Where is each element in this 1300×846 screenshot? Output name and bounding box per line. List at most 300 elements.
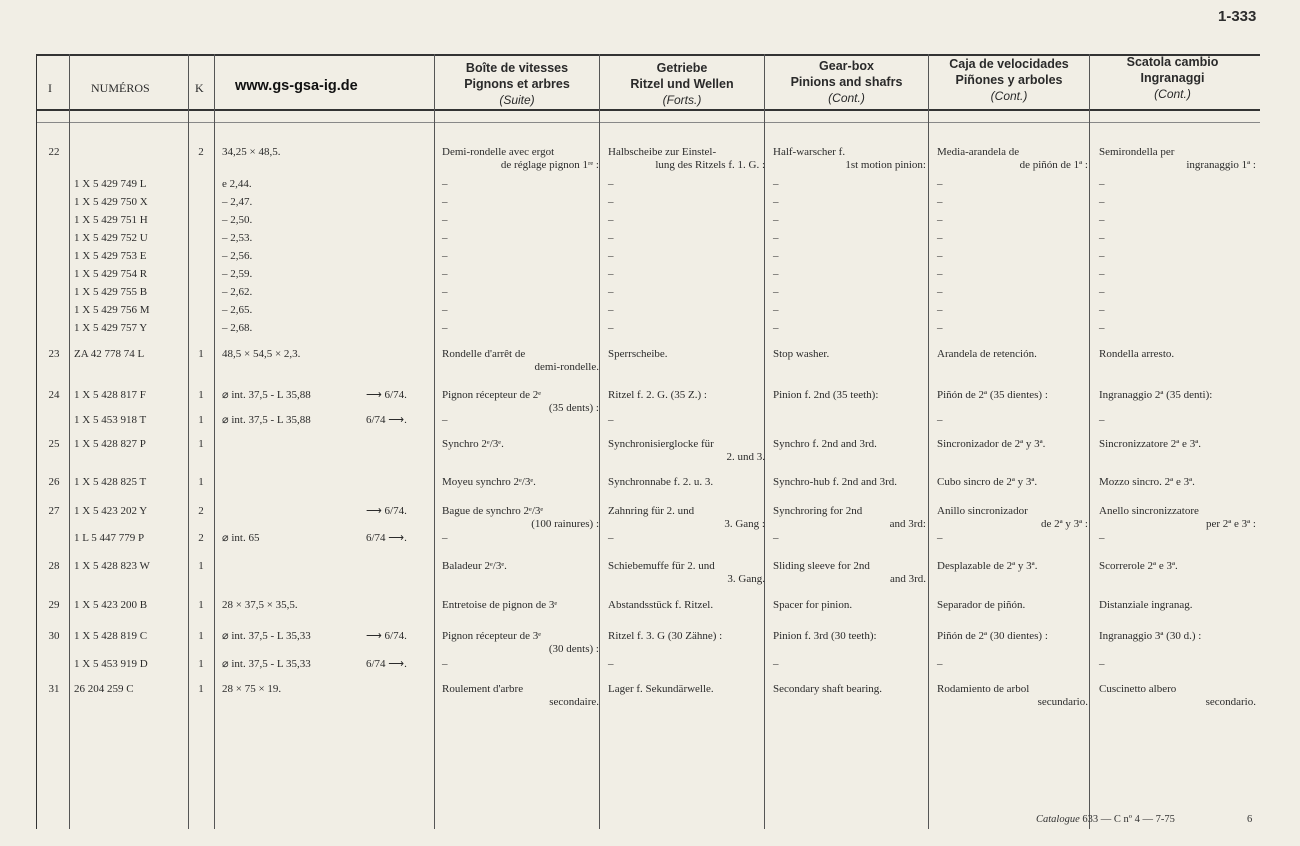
cell-en-line1: – — [773, 532, 779, 544]
cell-it-line1: – — [1099, 304, 1105, 316]
cell-es-line1: – — [937, 322, 943, 334]
cell-k: 1 — [198, 560, 204, 572]
cell-de — [608, 532, 765, 545]
cell-es — [937, 146, 1088, 172]
cell-de-line1: Schiebemuffe für 2. und — [608, 560, 715, 572]
cell-it-line1: – — [1099, 532, 1105, 544]
cell-es — [937, 214, 1088, 227]
cell-de-line1: Lager f. Sekundärwelle. — [608, 683, 714, 695]
cell-en — [773, 599, 926, 612]
cell-es-line1: Piñón de 2ª (30 dientes) : — [937, 630, 1048, 642]
cell-en — [773, 178, 926, 191]
cell-i: 25 — [48, 438, 60, 450]
cell-fr — [442, 304, 599, 317]
divider-en — [928, 54, 929, 829]
cell-es — [937, 532, 1088, 545]
cell-de-line1: Abstandsstück f. Ritzel. — [608, 599, 714, 611]
cell-en-line1: Synchro-hub f. 2nd and 3rd. — [773, 476, 898, 488]
cell-fr — [442, 232, 599, 245]
cell-de-line2: lung des Ritzels f. 1. G. : — [655, 159, 765, 171]
cell-fr — [442, 438, 599, 451]
cell-es-line1: – — [937, 658, 943, 670]
cell-en-line1: – — [773, 232, 779, 244]
cell-en-line2: and 3rd. — [889, 573, 926, 585]
cell-en — [773, 304, 926, 317]
cell-it-line1: Mozzo sincro. 2ª e 3ª. — [1099, 476, 1195, 488]
cell-fr — [442, 146, 599, 172]
cell-es — [937, 250, 1088, 263]
cell-en — [773, 214, 926, 227]
cell-en — [773, 146, 926, 172]
header-rule — [36, 109, 1260, 111]
cell-de-line1: Synchronisierglocke für — [608, 438, 714, 450]
cell-it-line1: – — [1099, 196, 1105, 208]
cell-fr-line1: Entretoise de pignon de 3ᵉ — [442, 599, 558, 611]
cell-it-line1: Distanziale ingranag. — [1099, 599, 1193, 611]
cell-spec: 28 × 37,5 × 35,5. — [222, 599, 298, 611]
cell-de — [608, 232, 765, 245]
cell-en — [773, 286, 926, 299]
cell-i: 26 — [48, 476, 60, 488]
cell-de-line1: – — [608, 214, 614, 226]
cell-fr — [442, 196, 599, 209]
cell-spec: – 2,68. — [222, 322, 253, 334]
footer-catalogue-label: Catalogue — [1036, 814, 1080, 825]
cell-k: 1 — [198, 683, 204, 695]
cell-de-line1: Sperrscheibe. — [608, 348, 668, 360]
cell-en — [773, 268, 926, 281]
cell-es-line2: de piñón de 1ª : — [1019, 159, 1088, 171]
cell-en-line1: Stop washer. — [773, 348, 830, 360]
cell-fr — [442, 286, 599, 299]
cell-es-line1: Anillo sincronizador — [937, 505, 1028, 517]
cell-fr — [442, 476, 599, 489]
cell-it-line1: Rondella arresto. — [1099, 348, 1175, 360]
cell-arrow: 6/74 ⟶. — [366, 658, 407, 670]
cell-num: 1 X 5 429 755 B — [74, 286, 148, 298]
cell-es — [937, 286, 1088, 299]
cell-en — [773, 389, 926, 402]
divider-es — [1089, 54, 1090, 829]
cell-spec: ⌀ int. 37,5 - L 35,88 — [222, 389, 311, 401]
cell-i: 29 — [48, 599, 60, 611]
cell-es — [937, 630, 1088, 643]
cell-en-line1: – — [773, 178, 779, 190]
cell-arrow: ⟶ 6/74. — [366, 630, 407, 642]
cell-i: 28 — [48, 560, 60, 572]
cell-en-line2: and 3rd: — [889, 518, 926, 530]
cell-it — [1099, 532, 1256, 545]
cell-es-line1: Piñón de 2ª (35 dientes) : — [937, 389, 1048, 401]
cell-it — [1099, 505, 1256, 531]
cell-num: 1 X 5 453 919 D — [74, 658, 148, 670]
header-k: K — [195, 81, 204, 95]
cell-es — [937, 414, 1088, 427]
cell-es-line1: Rodamiento de arbol — [937, 683, 1030, 695]
cell-num: 1 X 5 429 752 U — [74, 232, 148, 244]
cell-it — [1099, 286, 1256, 299]
cell-fr — [442, 268, 599, 281]
cell-arrow: ⟶ 6/74. — [366, 505, 407, 517]
cell-de-line1: – — [608, 304, 614, 316]
cell-fr-line1: – — [442, 414, 448, 426]
cell-it — [1099, 599, 1256, 612]
cell-fr-line2: (30 dents) : — [548, 643, 599, 655]
cell-fr — [442, 599, 599, 612]
cell-fr-line1: Moyeu synchro 2ᵉ/3ᵉ. — [442, 476, 536, 488]
cell-k: 1 — [198, 630, 204, 642]
cell-i: 30 — [48, 630, 60, 642]
cell-en — [773, 683, 926, 696]
cell-en-line1: Half-warscher f. — [773, 146, 846, 158]
cell-it-line1: Anello sincronizzatore — [1099, 505, 1199, 517]
footer-catalogue-ref: 633 — C nº 4 — 7-75 — [1082, 814, 1175, 825]
cell-it — [1099, 196, 1256, 209]
cell-spec: ⌀ int. 65 — [222, 532, 260, 544]
cell-fr-line1: – — [442, 268, 448, 280]
cell-it-line1: – — [1099, 322, 1105, 334]
cell-en-line2: 1st motion pinion: — [845, 159, 926, 171]
cell-en-line1: – — [773, 322, 779, 334]
cell-it-line1: Semirondella per — [1099, 146, 1175, 158]
cell-fr-line2: demi-rondelle. — [534, 361, 599, 373]
cell-arrow: 6/74 ⟶. — [366, 532, 407, 544]
cell-es-line1: – — [937, 250, 943, 262]
cell-en — [773, 532, 926, 545]
cell-de — [608, 683, 765, 696]
cell-en-line1: – — [773, 196, 779, 208]
header-italian-subtitle: Ingranaggi — [1140, 71, 1205, 85]
cell-en — [773, 438, 926, 451]
cell-fr-line1: Pignon récepteur de 2ᵉ — [442, 389, 542, 401]
cell-spec: – 2,53. — [222, 232, 253, 244]
header-spanish-title: Caja de velocidades — [949, 57, 1069, 71]
header-spanish-subtitle: Piñones y arboles — [955, 73, 1063, 87]
header-english-title: Gear-box — [819, 59, 874, 73]
cell-es — [937, 505, 1088, 531]
cell-num: 1 X 5 429 749 L — [74, 178, 147, 190]
cell-k: 2 — [198, 146, 204, 158]
cell-en — [773, 560, 926, 586]
cell-arrow: 6/74 ⟶. — [366, 414, 407, 426]
cell-de-line1: – — [608, 286, 614, 298]
cell-k: 1 — [198, 599, 204, 611]
cell-fr-line1: – — [442, 304, 448, 316]
cell-i: 23 — [48, 348, 60, 360]
cell-fr-line1: – — [442, 196, 448, 208]
cell-es-line1: – — [937, 214, 943, 226]
cell-en — [773, 658, 926, 671]
cell-fr-line1: – — [442, 322, 448, 334]
cell-num: 1 X 5 423 200 B — [74, 599, 148, 611]
cell-fr-line1: Synchro 2ᵉ/3ᵉ. — [442, 438, 504, 450]
cell-num: 1 X 5 428 823 W — [74, 560, 150, 572]
cell-num: 26 204 259 C — [74, 683, 134, 695]
cell-es — [937, 389, 1088, 402]
cell-de — [608, 414, 765, 427]
cell-de-line1: – — [608, 196, 614, 208]
cell-it-line1: – — [1099, 232, 1105, 244]
cell-es-line1: – — [937, 286, 943, 298]
cell-en-line1: Synchroring for 2nd — [773, 505, 863, 517]
cell-en — [773, 476, 926, 489]
header-german-title: Getriebe — [656, 61, 708, 75]
cell-spec: e 2,44. — [222, 178, 252, 190]
header-italian-title: Scatola cambio — [1126, 55, 1219, 69]
website-watermark: www.gs-gsa-ig.de — [235, 78, 358, 94]
cell-it — [1099, 348, 1256, 361]
cell-de — [608, 214, 765, 227]
cell-fr — [442, 250, 599, 263]
cell-de-line1: – — [608, 250, 614, 262]
cell-en-line1: – — [773, 250, 779, 262]
cell-de-line1: – — [608, 532, 614, 544]
cell-en-line1: Secondary shaft bearing. — [773, 683, 883, 695]
cell-num: 1 X 5 429 750 X — [74, 196, 148, 208]
cell-it-line1: – — [1099, 214, 1105, 226]
cell-es — [937, 178, 1088, 191]
cell-de — [608, 560, 765, 586]
cell-es-line1: – — [937, 178, 943, 190]
header-spanish — [929, 56, 1089, 104]
cell-it-line2: ingranaggio 1ª : — [1186, 159, 1256, 171]
cell-it-line2: per 2ª e 3ª : — [1205, 518, 1256, 530]
cell-spec: 48,5 × 54,5 × 2,3. — [222, 348, 301, 360]
cell-it-line1: – — [1099, 658, 1105, 670]
cell-de — [608, 630, 765, 643]
cell-num: 1 X 5 429 757 Y — [74, 322, 148, 334]
parts-table — [36, 54, 1260, 829]
cell-en-line1: Spacer for pinion. — [773, 599, 853, 611]
cell-num: 1 X 5 428 819 C — [74, 630, 148, 642]
cell-de-line1: – — [608, 658, 614, 670]
cell-fr — [442, 214, 599, 227]
cell-de — [608, 348, 765, 361]
divider-k — [214, 54, 215, 829]
footer-page-number: 6 — [1247, 814, 1253, 825]
cell-es-line2: secundario. — [1037, 696, 1088, 708]
cell-fr — [442, 505, 599, 531]
cell-en-line1: Pinion f. 2nd (35 teeth): — [773, 389, 879, 401]
header-italian-note: (Cont.) — [1154, 87, 1191, 101]
cell-it — [1099, 146, 1256, 172]
cell-num: 1 X 5 429 754 R — [74, 268, 148, 280]
divider-fr — [599, 54, 600, 829]
divider-num — [188, 54, 189, 829]
cell-es-line1: Cubo sincro de 2ª y 3ª. — [937, 476, 1038, 488]
cell-es-line1: Separador de piñón. — [937, 599, 1026, 611]
header-italian — [1090, 54, 1255, 102]
cell-it-line1: Ingranaggio 3ª (30 d.) : — [1099, 630, 1202, 642]
cell-it-line1: – — [1099, 250, 1105, 262]
cell-de — [608, 658, 765, 671]
cell-it-line1: – — [1099, 178, 1105, 190]
cell-de-line1: Ritzel f. 3. G (30 Zähne) : — [608, 630, 723, 642]
cell-it — [1099, 438, 1256, 451]
cell-it-line1: Cuscinetto albero — [1099, 683, 1177, 695]
cell-en — [773, 630, 926, 643]
cell-de — [608, 389, 765, 402]
cell-es-line1: – — [937, 232, 943, 244]
cell-fr-line1: Bague de synchro 2ᵉ/3ᵉ — [442, 505, 544, 517]
cell-es — [937, 304, 1088, 317]
header-english — [765, 58, 928, 106]
cell-es-line1: Arandela de retención. — [937, 348, 1037, 360]
cell-it — [1099, 476, 1256, 489]
cell-de-line2: 3. Gang. — [727, 573, 765, 585]
cell-es-line1: – — [937, 268, 943, 280]
cell-de-line1: Ritzel f. 2. G. (35 Z.) : — [608, 389, 707, 401]
cell-num: 1 X 5 428 827 P — [74, 438, 146, 450]
cell-fr-line1: – — [442, 214, 448, 226]
cell-de — [608, 476, 765, 489]
cell-spec: ⌀ int. 37,5 - L 35,33 — [222, 658, 311, 670]
cell-de — [608, 268, 765, 281]
cell-spec: – 2,59. — [222, 268, 253, 280]
header-english-subtitle: Pinions and shafrs — [790, 75, 903, 89]
cell-de-line1: – — [608, 322, 614, 334]
cell-num: 1 X 5 429 751 H — [74, 214, 148, 226]
cell-num: 1 L 5 447 779 P — [74, 532, 145, 544]
cell-es-line1: – — [937, 304, 943, 316]
header-spanish-note: (Cont.) — [990, 89, 1028, 103]
cell-it-line1: Scorrerole 2ª e 3ª. — [1099, 560, 1178, 572]
cell-fr — [442, 630, 599, 656]
cell-es — [937, 560, 1088, 573]
cell-k: 1 — [198, 348, 204, 360]
cell-it — [1099, 630, 1256, 643]
cell-i: 24 — [48, 389, 60, 401]
cell-spec: ⌀ int. 37,5 - L 35,88 — [222, 414, 311, 426]
cell-fr-line1: Demi-rondelle avec ergot — [442, 146, 555, 158]
cell-it — [1099, 414, 1256, 427]
cell-fr — [442, 560, 599, 573]
cell-de-line1: Halbscheibe zur Einstel- — [608, 146, 717, 158]
cell-es — [937, 476, 1088, 489]
cell-fr — [442, 322, 599, 335]
cell-de — [608, 599, 765, 612]
cell-de — [608, 304, 765, 317]
cell-it — [1099, 683, 1256, 709]
cell-i: 22 — [48, 146, 60, 158]
cell-it — [1099, 322, 1256, 335]
cell-k: 2 — [198, 505, 204, 517]
cell-de-line1: – — [608, 414, 614, 426]
cell-fr-line2: (100 rainures) : — [531, 518, 599, 530]
cell-de-line2: 3. Gang : — [724, 518, 765, 530]
cell-it — [1099, 268, 1256, 281]
header-french-title: Boîte de vitesses — [465, 61, 569, 75]
cell-en-line1: Pinion f. 3rd (30 teeth): — [773, 630, 877, 642]
cell-es — [937, 322, 1088, 335]
page-number: 1-333 — [1218, 8, 1257, 25]
cell-de-line1: – — [608, 268, 614, 280]
cell-spec: – 2,62. — [222, 286, 253, 298]
cell-en-line1: Sliding sleeve for 2nd — [773, 560, 870, 572]
cell-es-line1: – — [937, 414, 943, 426]
cell-it-line1: – — [1099, 414, 1105, 426]
header-german — [600, 60, 764, 108]
cell-de — [608, 250, 765, 263]
cell-es-line1: – — [937, 196, 943, 208]
cell-it — [1099, 560, 1256, 573]
cell-es — [937, 438, 1088, 451]
cell-num: 1 X 5 423 202 Y — [74, 505, 148, 517]
cell-en — [773, 250, 926, 263]
cell-spec: ⌀ int. 37,5 - L 35,33 — [222, 630, 311, 642]
cell-spec: – 2,47. — [222, 196, 253, 208]
cell-fr-line2: (35 dents) : — [548, 402, 599, 414]
cell-spec: 34,25 × 48,5. — [222, 146, 281, 158]
cell-fr — [442, 178, 599, 191]
cell-en-line1: – — [773, 286, 779, 298]
header-german-note: (Forts.) — [662, 93, 702, 107]
cell-en-line1: Synchro f. 2nd and 3rd. — [773, 438, 877, 450]
cell-de — [608, 146, 765, 172]
cell-k: 1 — [198, 438, 204, 450]
header-german-subtitle: Ritzel und Wellen — [630, 77, 734, 91]
cell-es — [937, 683, 1088, 709]
cell-fr-line2: de réglage pignon 1ʳᵉ : — [500, 159, 599, 171]
cell-num: 1 X 5 429 753 E — [74, 250, 147, 262]
cell-it — [1099, 250, 1256, 263]
cell-fr — [442, 414, 599, 427]
header-english-note: (Cont.) — [828, 91, 865, 105]
cell-it-line1: – — [1099, 268, 1105, 280]
cell-en-line1: – — [773, 214, 779, 226]
header-french — [435, 60, 599, 108]
cell-k: 1 — [198, 476, 204, 488]
cell-fr-line1: – — [442, 178, 448, 190]
footer-catalogue — [1036, 814, 1175, 825]
header-numeros: NUMÉROS — [91, 81, 150, 95]
border-left — [36, 54, 37, 829]
cell-es-line1: Desplazable de 2ª y 3ª. — [937, 560, 1038, 572]
cell-de-line1: Synchronnabe f. 2. u. 3. — [608, 476, 714, 488]
cell-es — [937, 196, 1088, 209]
cell-spec: 28 × 75 × 19. — [222, 683, 282, 695]
cell-de-line2: 2. und 3. — [726, 451, 765, 463]
cell-fr-line1: – — [442, 232, 448, 244]
cell-fr-line1: Roulement d'arbre — [442, 683, 524, 695]
cell-de-line1: Zahnring für 2. und — [608, 505, 695, 517]
divider-i — [69, 54, 70, 829]
cell-en — [773, 322, 926, 335]
cell-fr — [442, 658, 599, 671]
header-french-subtitle: Pignons et arbres — [464, 77, 570, 91]
cell-en — [773, 232, 926, 245]
header-french-note: (Suite) — [499, 93, 535, 107]
cell-it — [1099, 304, 1256, 317]
cell-de — [608, 505, 765, 531]
cell-de — [608, 196, 765, 209]
cell-fr — [442, 389, 599, 415]
cell-de — [608, 286, 765, 299]
cell-it-line1: – — [1099, 286, 1105, 298]
cell-fr-line1: – — [442, 286, 448, 298]
cell-es-line1: Media-arandela de — [937, 146, 1020, 158]
header-rule-thin — [36, 122, 1260, 123]
header-i: I — [48, 81, 52, 95]
cell-fr — [442, 532, 599, 545]
cell-it — [1099, 232, 1256, 245]
cell-fr-line1: – — [442, 532, 448, 544]
cell-fr-line1: – — [442, 658, 448, 670]
cell-en-line1: – — [773, 304, 779, 316]
cell-fr — [442, 683, 599, 709]
cell-fr-line2: secondaire. — [549, 696, 599, 708]
cell-es — [937, 268, 1088, 281]
